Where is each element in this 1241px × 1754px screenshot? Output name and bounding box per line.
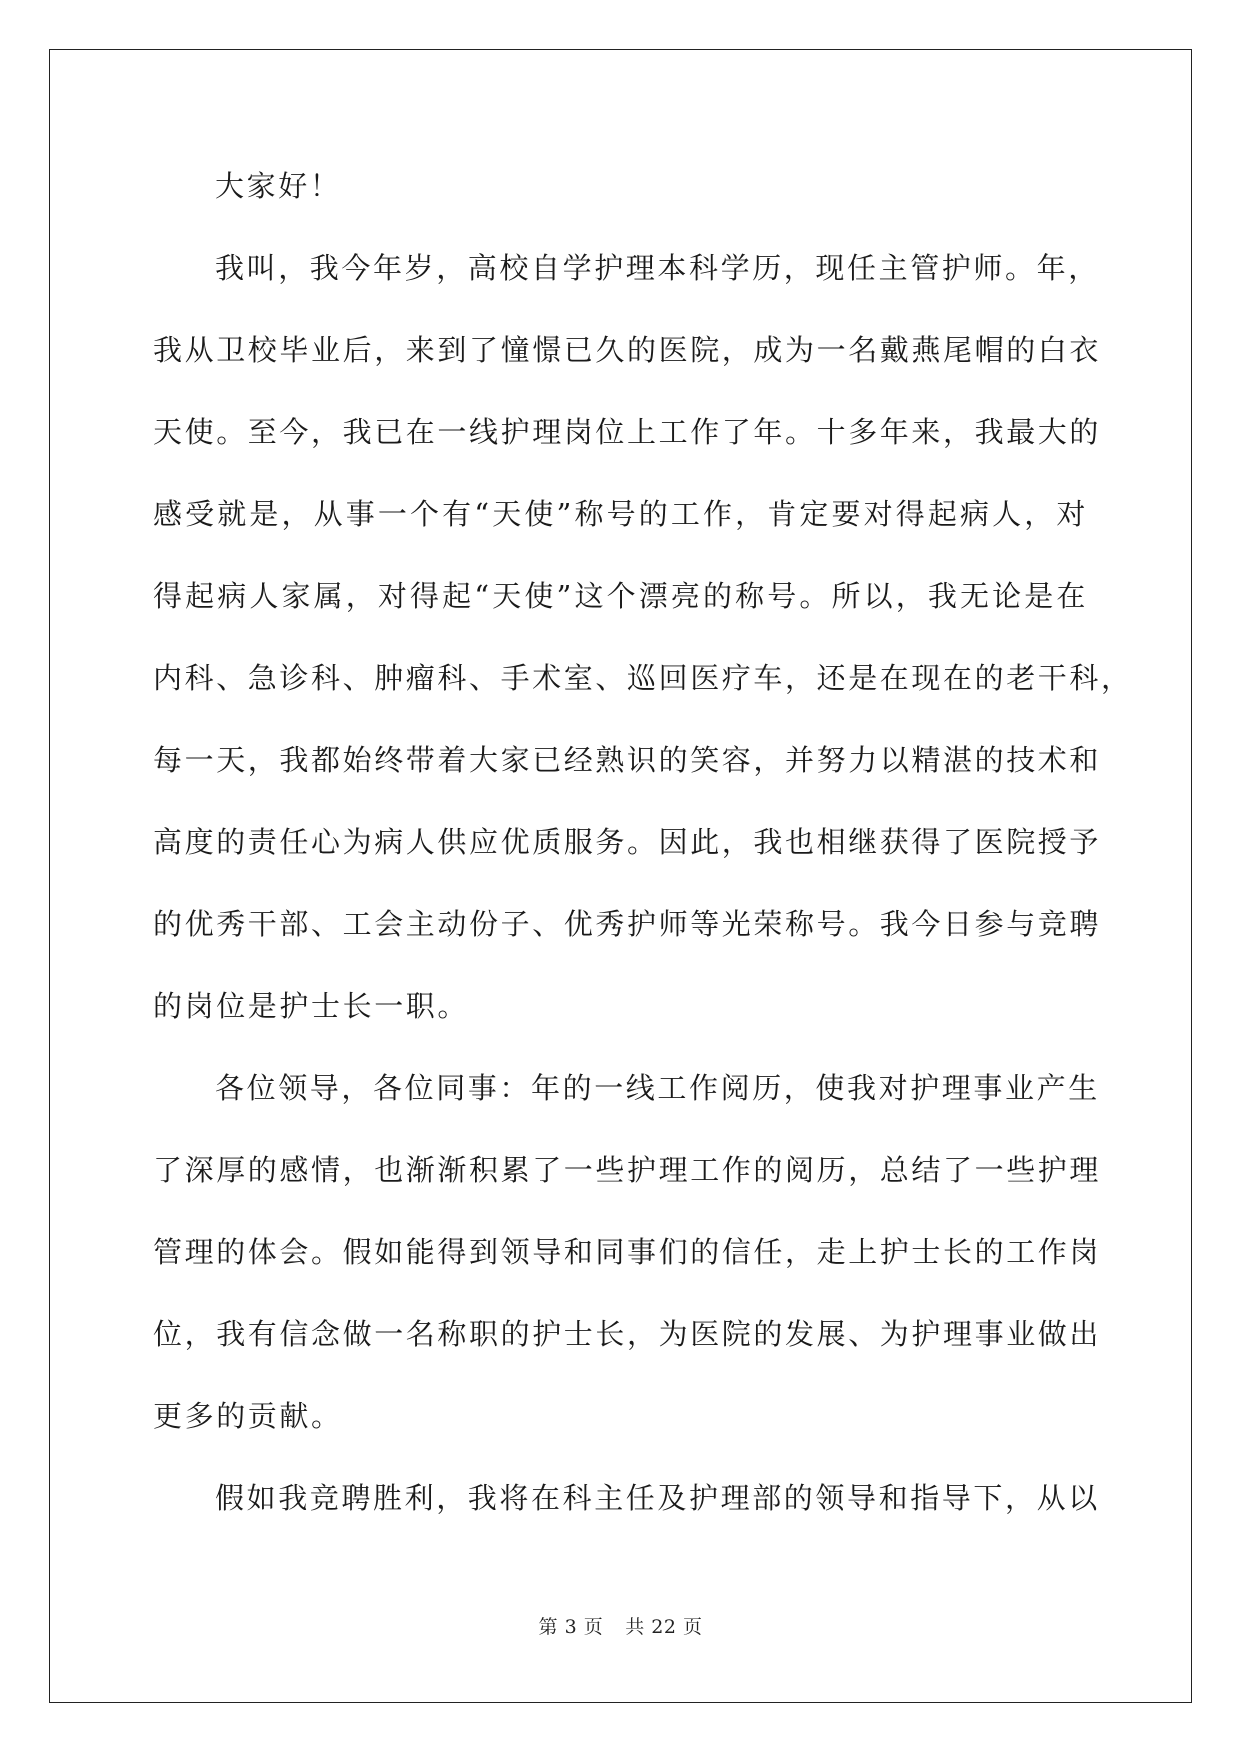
text-line: 管理的体会。假如能得到领导和同事们的信任，走上护士长的工作岗 — [153, 1235, 1102, 1269]
text-line: 各位领导，各位同事：年的一线工作阅历，使我对护理事业产生 — [215, 1071, 1100, 1105]
text-line: 每一天，我都始终带着大家已经熟识的笑容，并努力以精湛的技术和 — [153, 743, 1102, 777]
text-line: 感受就是，从事一个有“天使”称号的工作，肯定要对得起病人，对 — [153, 497, 1088, 531]
text-line: 了深厚的感情，也渐渐积累了一些护理工作的阅历，总结了一些护理 — [153, 1153, 1102, 1187]
text-line: 内科、急诊科、肿瘤科、手术室、巡回医疗车，还是在现在的老干科， — [153, 661, 1133, 695]
page-footer — [0, 1612, 1241, 1639]
page-total: 共 22 页 — [625, 1616, 703, 1638]
text-line: 我从卫校毕业后，来到了憧憬已久的医院，成为一名戴燕尾帽的白衣 — [153, 333, 1102, 367]
text-line: 大家好！ — [215, 169, 342, 203]
text-line: 假如我竞聘胜利，我将在科主任及护理部的领导和指导下，从以 — [215, 1481, 1100, 1515]
text-line: 我叫，我今年岁，高校自学护理本科学历，现任主管护师。年， — [215, 251, 1100, 285]
text-line: 天使。至今，我已在一线护理岗位上工作了年。十多年来，我最大的 — [153, 415, 1102, 449]
text-line: 得起病人家属，对得起“天使”这个漂亮的称号。所以，我无论是在 — [153, 579, 1088, 613]
text-line: 的优秀干部、工会主动份子、优秀护师等光荣称号。我今日参与竞聘 — [153, 907, 1102, 941]
page-number: 第 3 页 — [538, 1616, 604, 1638]
document-body — [153, 168, 1133, 1562]
text-line: 更多的贡献。 — [153, 1399, 343, 1433]
text-line: 高度的责任心为病人供应优质服务。因此，我也相继获得了医院授予 — [153, 825, 1102, 859]
text-line: 位，我有信念做一名称职的护士长，为医院的发展、为护理事业做出 — [153, 1317, 1102, 1351]
text-line: 的岗位是护士长一职。 — [153, 989, 470, 1023]
